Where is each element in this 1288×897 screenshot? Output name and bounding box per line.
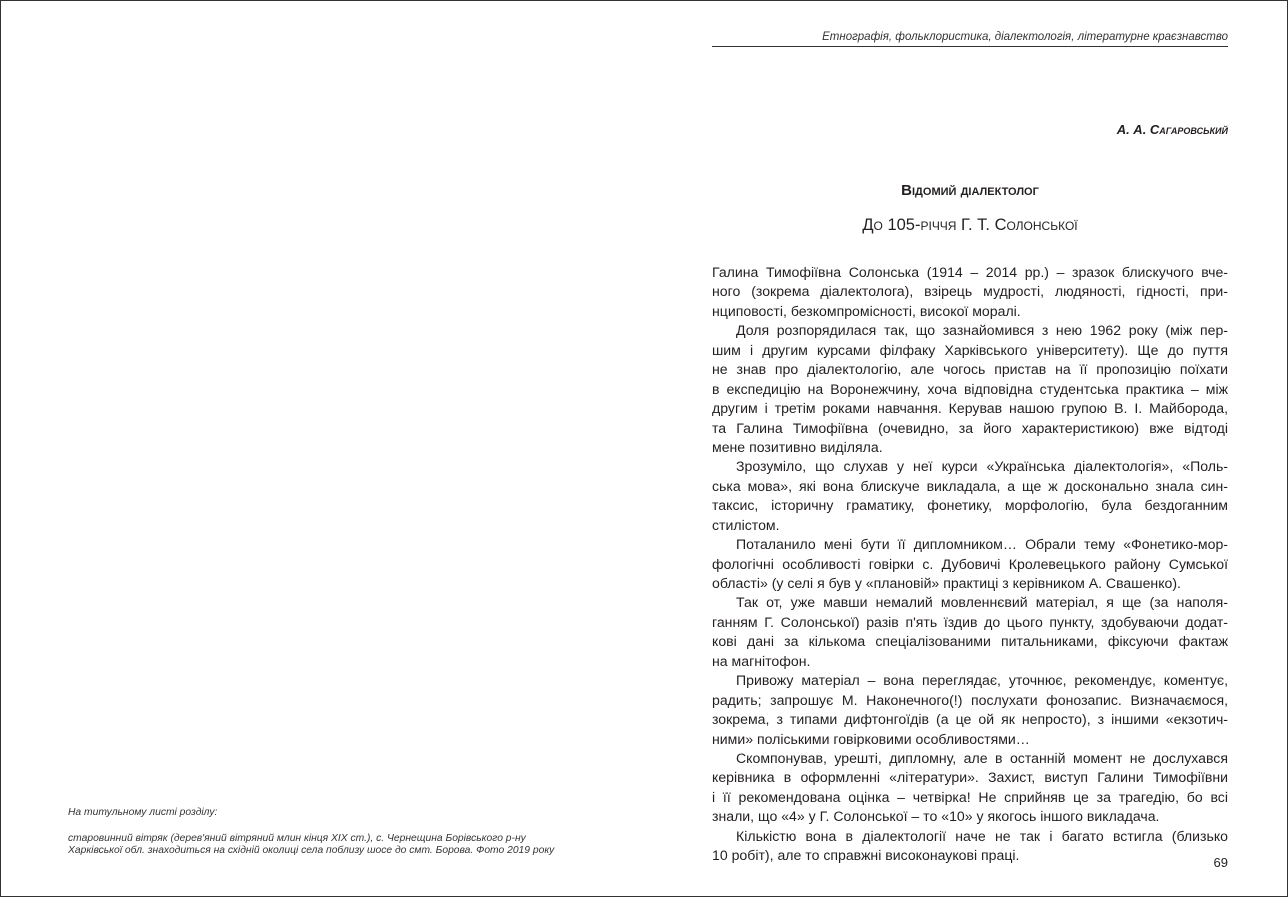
text-line: Галина Тимофіївна Солонська (1914 – 2014 рр.) – зразок блискучого вче-	[712, 264, 1228, 280]
paragraph	[712, 321, 1228, 457]
article-author: А. А. Сагаровський	[1116, 122, 1228, 137]
text-line: та Галина Тимофіївна (очевидно, за його характеристикою) вже відтоді	[712, 419, 1228, 436]
text-line: в експедицію на Воронежчину, хоча відповідна студентська практика – між	[712, 380, 1228, 397]
paragraph	[712, 535, 1228, 593]
text-line: кові дані за кількома спеціалізованими питальниками, фіксуючи фактаж	[712, 633, 1228, 650]
text-line: керівника в оформленні «літератури». Захист, виступ Галини Тимофіївни	[712, 769, 1228, 786]
paragraph	[712, 457, 1228, 535]
text-line: 10 робіт), але то справжні високонаукові праці.	[712, 847, 1020, 864]
text-line: ного (зокрема діалектолога), взірець мудрості, людяності, гідності, при-	[712, 283, 1228, 300]
text-line: шим і другим курсами філфаку Харківського університету). Ще до пуття	[712, 341, 1228, 358]
text-line: Поталанило мені бути її дипломником… Обрали тему «Фонетико-мор-	[736, 536, 1228, 553]
text-line: радить; запрошує М. Наконечного(!) послухати фонозапис. Визначаємося,	[712, 691, 1228, 708]
paragraph	[712, 749, 1228, 827]
header-rule	[712, 46, 1228, 47]
text-line: не знав про діалектологію, але чогось пристав на її пропозицію поїхати	[712, 361, 1228, 378]
article-title: Відомий діалектолог	[901, 182, 1039, 199]
paragraph	[712, 827, 1228, 866]
text-line: Кількістю вона в діалектології наче не так і багато встигла (близько	[736, 827, 1228, 844]
text-line: області» (у селі я був у «плановій» практиці з керівником А. Свашенко).	[712, 575, 1181, 591]
running-head: Етнографія, фольклористика, діалектологія, літературне краєзнавство	[822, 31, 1228, 43]
paragraph	[712, 263, 1228, 321]
text-line: знали, що «4» у Г. Солонської – то «10» у якогось іншого викладача.	[712, 808, 1160, 825]
text-line: Привожу матеріал – вона переглядає, уточнює, рекомендує, коментує,	[736, 672, 1228, 689]
text-line: Так от, уже мавши немалий мовленнєвий матеріал, я ще (за наполя-	[736, 594, 1228, 611]
text-line: нциповості, безкомпромісності, високої моралі.	[712, 302, 1021, 319]
text-line: на магнітофон.	[712, 652, 811, 669]
text-line: ними» поліськими говірковими особливостями…	[712, 730, 1030, 747]
text-line: другим і третім роками навчання. Керував нашою групою В. І. Майборода,	[712, 400, 1228, 417]
text-line: фологічні особливості говірки с. Дубовичі Кролевецького району Сумської	[712, 555, 1228, 572]
text-line: стилістом.	[712, 516, 780, 533]
text-line: таксис, історичну граматику, фонетику, морфологію, була бездоганним	[712, 497, 1228, 514]
paragraph	[712, 593, 1228, 671]
text-line: ганням Г. Солонської) разів п'ять їздив до цього пункту, здобуваючи додат-	[712, 613, 1228, 630]
title-page-caption-line: старовинний вітряк (дерев'яний вітряний млин кінця XIX ст.), с. Чернещина Борівського р-ну	[68, 833, 526, 844]
title-page-caption-line: Харківської обл. знаходиться на східній околиці села поблизу шосе до смт. Борова. Фото 2019 року	[68, 845, 555, 856]
paragraph	[712, 671, 1228, 749]
text-line: і її рекомендована оцінка – четвірка! Не сприйняв це за трагедію, бо всі	[712, 788, 1228, 805]
article-subtitle: До 105-річчя Г. Т. Солонської	[862, 216, 1078, 234]
text-line: Доля розпорядилася так, що зазнайомився з нею 1962 року (між пер-	[736, 322, 1228, 339]
text-line: мене позитивно виділяла.	[712, 438, 883, 455]
text-line: ська мова», які вона блискуче викладала, а ще ж досконально знала син-	[712, 477, 1228, 494]
page-number: 69	[1213, 855, 1228, 870]
text-line: Скомпонував, урешті, дипломну, але в останній момент не дослухався	[736, 749, 1228, 766]
text-line: Зрозуміло, що слухав у неї курси «Українська діалектологія», «Поль-	[736, 458, 1228, 475]
article-body	[712, 263, 1228, 866]
text-line: зокрема, з типами дифтонгоїдів (а це ой як непросто), з іншими «екзотич-	[712, 711, 1228, 728]
title-page-caption-label: На титульному листі розділу:	[68, 807, 218, 818]
